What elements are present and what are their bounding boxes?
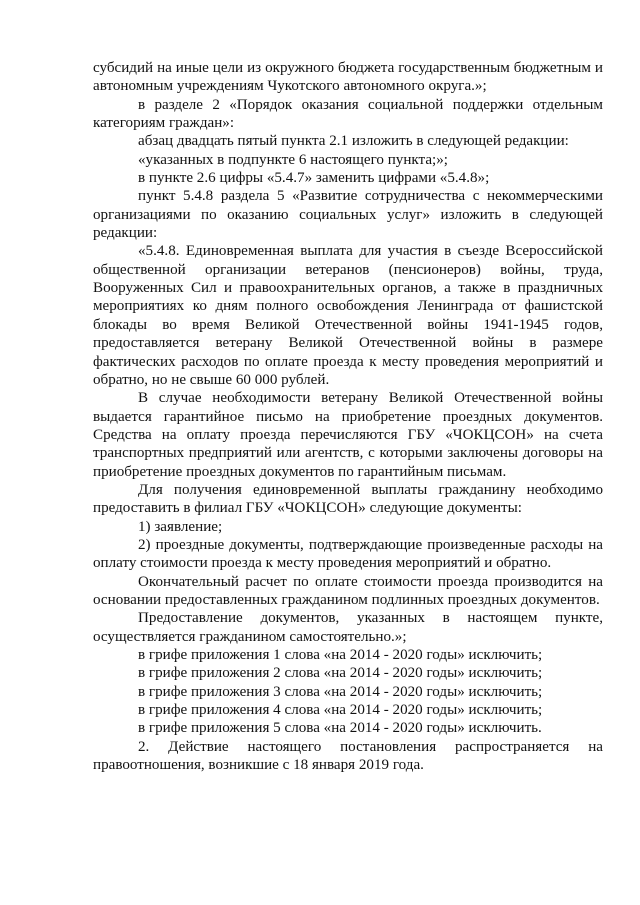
- paragraph-subsidies-continuation: субсидий на иные цели из окружного бюджета государственным бюджетным и автономным учреждениям Чукотского автономного округа.»;: [93, 60, 603, 95]
- paragraph-item-5-4-8-amendment: пункт 5.4.8 раздела 5 «Развитие сотрудничества с некоммерческими организациями по оказанию социальных услуг» изложить в следующей редакции:: [93, 188, 603, 242]
- paragraph-item-5-4-8-text: «5.4.8. Единовременная выплата для участия в съезде Всероссийской общественной организации ветеранов (пенсионеров) войны, труда, Вооруженных Сил и правоохранительных органов, а также в праздничных мероприятиях ко дням полного освобождения Ленинграда от фашистской блокады во время Великой Отечественной войны 1941-1945 годов, предоставляется ветерану Великой Отечественной войны в размере фактических расходов по оплате проезда к месту проведения мероприятий и обратно, но не свыше 60 000 рублей.: [93, 243, 603, 388]
- paragraph-appendix-5-amendment: в грифе приложения 5 слова «на 2014 - 2020 годы» исключить.: [138, 720, 542, 737]
- list-item-travel-documents: 2) проездные документы, подтверждающие произведенные расходы на оплату стоимости проезда к месту проведения мероприятий и обратно.: [93, 536, 603, 572]
- paragraph-section-2-intro: в разделе 2 «Порядок оказания социальной поддержки отдельным категориям граждан»:: [93, 96, 603, 132]
- document-body: [93, 59, 603, 774]
- paragraph-effective-date: 2. Действие настоящего постановления распространяется на правоотношения, возникшие с 18 января 2019 года.: [93, 738, 603, 774]
- paragraph-item-2-6-amendment: в пункте 2.6 цифры «5.4.7» заменить цифрами «5.4.8»;: [138, 170, 490, 187]
- list-item-application: 1) заявление;: [138, 518, 223, 535]
- paragraph-appendix-1-amendment: в грифе приложения 1 слова «на 2014 - 2020 годы» исключить;: [138, 647, 543, 663]
- paragraph-final-settlement: Окончательный расчет по оплате стоимости проезда производится на основании предоставленных гражданином подлинных проездных документов.: [93, 573, 603, 608]
- paragraph-appendix-3-amendment: в грифе приложения 3 слова «на 2014 - 2020 годы» исключить;: [138, 683, 543, 700]
- paragraph-documents-submission: Предоставление документов, указанных в настоящем пункте, осуществляется гражданином самостоятельно.»;: [93, 610, 603, 645]
- paragraph-item-2-1-amendment: абзац двадцать пятый пункта 2.1 изложить в следующей редакции:: [138, 133, 569, 150]
- paragraph-guarantee-letter: В случае необходимости ветерану Великой Отечественной войны выдается гарантийное письмо на приобретение проездных документов. Средства на оплату проезда перечисляются ГБУ «ЧОКЦСОН» на счета транспортных предприятий или агентств, с которыми заключены договоры на приобретение проездных документов по гарантийным письмам.: [93, 390, 603, 480]
- paragraph-appendix-4-amendment: в грифе приложения 4 слова «на 2014 - 2020 годы» исключить;: [138, 702, 543, 719]
- paragraph-item-2-1-new-text: «указанных в подпункте 6 настоящего пункта;»;: [138, 151, 448, 168]
- paragraph-required-documents: Для получения единовременной выплаты гражданину необходимо предоставить в филиал ГБУ «ЧОКЦСОН» следующие документы:: [93, 481, 603, 517]
- paragraph-appendix-2-amendment: в грифе приложения 2 слова «на 2014 - 2020 годы» исключить;: [138, 665, 543, 682]
